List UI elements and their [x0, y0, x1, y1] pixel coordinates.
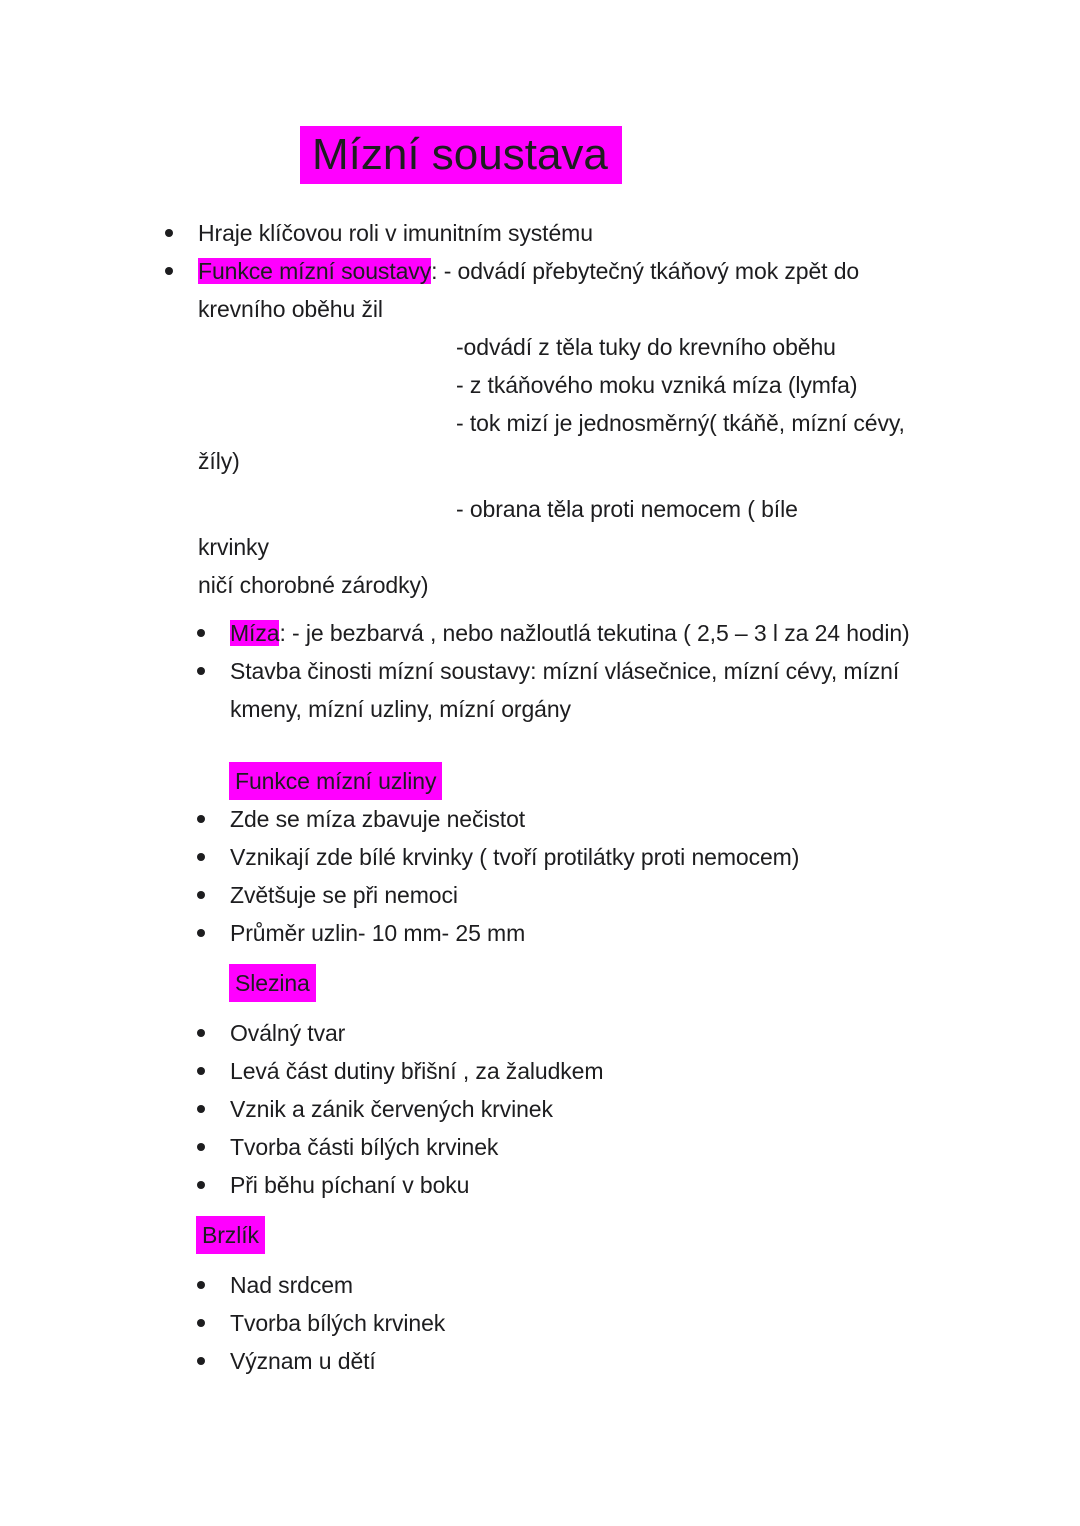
list-item-text: Oválný tvar [230, 1020, 346, 1046]
spacer [0, 604, 1080, 614]
spacer [198, 480, 1080, 490]
heading-highlight: Slezina [229, 964, 316, 1002]
stavba-line-2: kmeny, mízní uzliny, mízní orgány [230, 696, 571, 722]
list-item-text [230, 652, 1080, 728]
bullet-icon [197, 1128, 230, 1166]
bullet-icon [165, 252, 198, 604]
section-heading-slezina [229, 964, 1080, 1002]
list-item-text [198, 252, 1080, 604]
bullet-icon [165, 214, 198, 252]
funkce-lead-line [198, 252, 1080, 290]
list-item [197, 1304, 1080, 1342]
list-item [197, 1266, 1080, 1304]
list-item [165, 252, 1080, 604]
list-item [197, 652, 1080, 728]
section-heading-uzliny [229, 762, 1080, 800]
krvinky-line: krvinky [198, 534, 269, 560]
list-item-text: Vznikají zde bílé krvinky ( tvoří protilátky proti nemocem) [230, 844, 800, 870]
bullet-icon [197, 838, 230, 876]
bullet-icon [197, 800, 230, 838]
list-item [197, 876, 1080, 914]
funkce-highlight: Funkce mízní soustavy [198, 258, 432, 284]
spacer [0, 1002, 1080, 1014]
miza-highlight: Míza [230, 620, 280, 646]
dash-line: - z tkáňového moku vzniká míza (lymfa) [456, 372, 858, 398]
bullet-icon [197, 876, 230, 914]
list-item [197, 1128, 1080, 1166]
list-item-text: Tvorba části bílých krvinek [230, 1134, 499, 1160]
bullet-icon [197, 1052, 230, 1090]
stavba-line-1: Stavba činosti mízní soustavy: mízní vlásečnice, mízní cévy, mízní [230, 658, 900, 684]
list-item-text: Význam u dětí [230, 1348, 376, 1374]
list-item [197, 800, 1080, 838]
list-item-text: Zde se míza zbavuje nečistot [230, 806, 526, 832]
heading-highlight: Brzlík [196, 1216, 265, 1254]
bullet-icon [197, 652, 230, 728]
bullet-icon [197, 914, 230, 952]
list-item [197, 914, 1080, 952]
list-item-text [230, 614, 1080, 652]
spacer [0, 952, 1080, 964]
zily-line: žíly) [198, 448, 240, 474]
list-item [197, 1166, 1080, 1204]
list-item [197, 838, 1080, 876]
list-item [197, 614, 1080, 652]
list-item-text: Nad srdcem [230, 1272, 353, 1298]
spacer [0, 728, 1080, 762]
spacer [0, 1254, 1080, 1266]
bullet-icon [197, 1014, 230, 1052]
section-heading-brzlik [196, 1216, 1080, 1254]
miza-rest: : - je bezbarvá , nebo nažloutlá tekutina ( 2,5 – 3 l za 24 hodin) [279, 620, 910, 646]
list-item-text: Hraje klíčovou roli v imunitním systému [198, 220, 593, 246]
dash-line: -odvádí z těla tuky do krevního oběhu [456, 334, 836, 360]
list-item [197, 1342, 1080, 1380]
list-item-text: Zvětšuje se při nemoci [230, 882, 458, 908]
list-item [197, 1014, 1080, 1052]
dash-line: - obrana těla proti nemocem ( bíle [456, 496, 798, 522]
dash-line: - tok mizí je jednosměrný( tkáňě, mízní cévy, [456, 410, 905, 436]
list-item-text: Průměr uzlin- 10 mm- 25 mm [230, 920, 526, 946]
list-item-text: Vznik a zánik červených krvinek [230, 1096, 553, 1122]
bullet-icon [197, 1090, 230, 1128]
list-item-text: Při běhu píchaní v boku [230, 1172, 470, 1198]
funkce-rest: : - odvádí přebytečný tkáňový mok zpět do [431, 258, 860, 284]
bullet-icon [197, 1304, 230, 1342]
list-item-text: Levá část dutiny břišní , za žaludkem [230, 1058, 604, 1084]
nici-line: ničí chorobné zárodky) [198, 572, 429, 598]
list-item [197, 1090, 1080, 1128]
bullet-icon [197, 1266, 230, 1304]
funkce-wrap-line: krevního oběhu žil [198, 296, 383, 322]
list-item-text: Tvorba bílých krvinek [230, 1310, 446, 1336]
page-title-highlight: Mízní soustava [300, 126, 622, 184]
bullet-icon [197, 1166, 230, 1204]
list-item [165, 214, 1080, 252]
list-item [197, 1052, 1080, 1090]
page-title [300, 126, 1080, 184]
heading-highlight: Funkce mízní uzliny [229, 762, 442, 800]
bullet-icon [197, 614, 230, 652]
bullet-icon [197, 1342, 230, 1380]
spacer [0, 1204, 1080, 1216]
